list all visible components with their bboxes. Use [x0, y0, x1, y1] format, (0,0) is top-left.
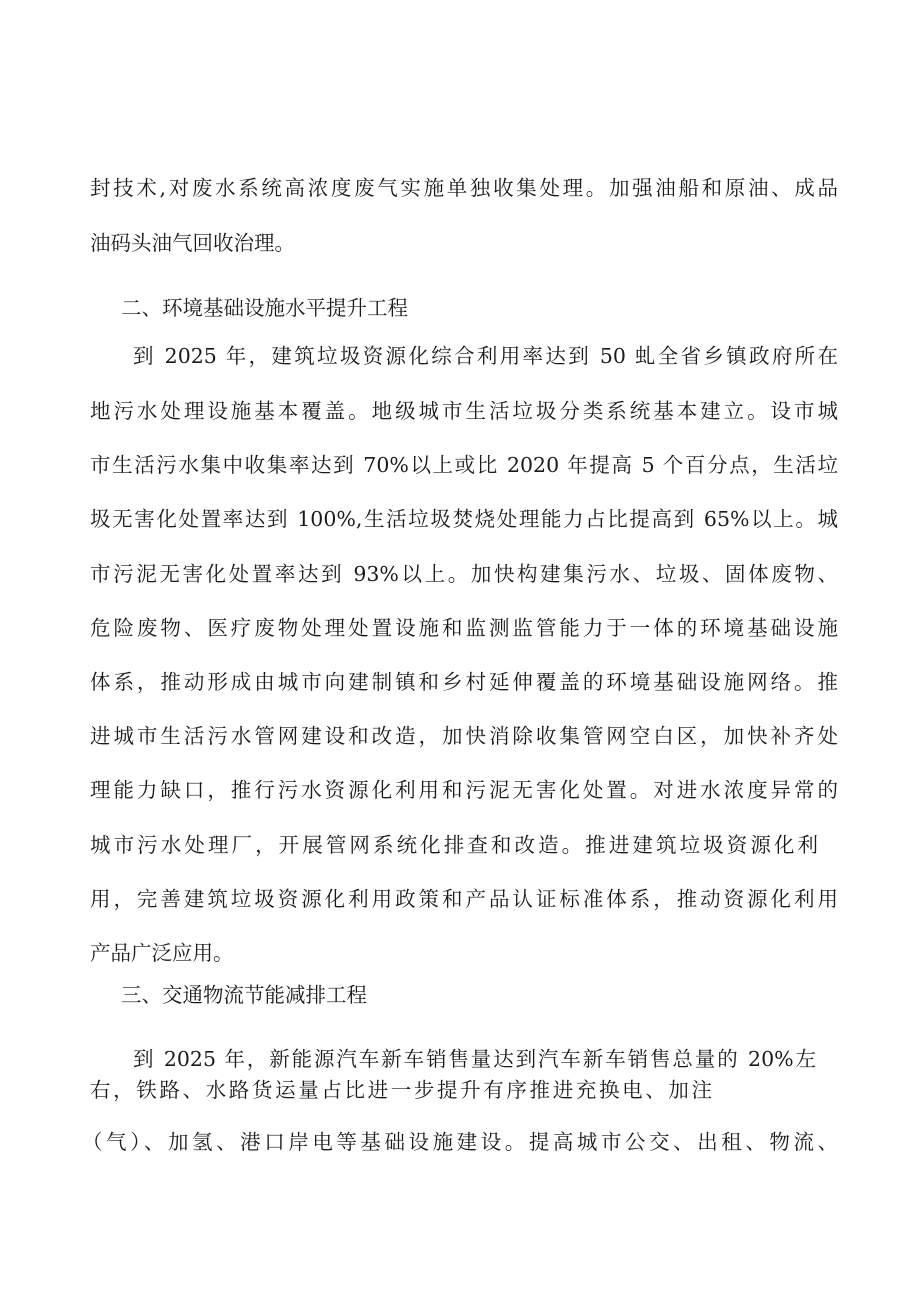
section-2-line-11: 用，完善建筑垃圾资源化利用政策和产品认证标准体系，推动资源化利用 — [90, 887, 838, 911]
section-2-line-2: 地污水处理设施基本覆盖。地级城市生活垃圾分类系统基本建立。设市城 — [90, 399, 838, 423]
section-2-line-1: 到 2025 年，建筑垃圾资源化综合利用率达到 50 虬全省乡镇政府所在 — [133, 344, 838, 368]
section-2-line-7: 体系，推动形成由城市向建制镇和乡村延伸覆盖的环境基础设施网络。推 — [90, 670, 838, 694]
section-3-line-1: 到 2025 年，新能源汽车新车销售量达到汽车新车销售总量的 20%左 — [133, 1047, 816, 1071]
section-2-line-6: 危险废物、医疗废物处理处置设施和监测监管能力于一体的环境基础设施 — [90, 616, 838, 640]
section-2-line-9: 理能力缺口，推行污水资源化利用和污泥无害化处置。对进水浓度异常的 — [90, 778, 838, 802]
section-3-heading: 三、交通物流节能减排工程 — [121, 983, 367, 1007]
section-3-line-3: （气）、加氢、港口岸电等基础设施建设。提高城市公交、出租、物流、 — [82, 1130, 838, 1154]
section-2-line-10: 城市污水处理厂，开展管网系统化排查和改造。推进建筑垃圾资源化利 — [90, 833, 818, 857]
section-3-line-2: 右，铁路、水路货运量占比进一步提升有序推进充换电、加注 — [90, 1078, 712, 1102]
intro-line-1: 封技术,对废水系统高浓度废气实施单独收集处理。加强油船和原油、成品 — [90, 176, 838, 200]
section-2-line-5: 市污泥无害化处置率达到 93%以上。加快构建集污水、垃圾、固体废物、 — [90, 562, 838, 586]
section-2-line-12: 产品广泛应用。 — [90, 941, 234, 965]
section-2-line-4: 圾无害化处置率达到 100%,生活垃圾焚烧处理能力占比提高到 65%以上。城 — [90, 507, 838, 531]
section-2-line-8: 进城市生活污水管网建设和改造，加快消除收集管网空白区，加快补齐处 — [90, 724, 838, 748]
section-2-line-3: 市生活污水集中收集率达到 70%以上或比 2020 年提高 5 个百分点，生活垃 — [90, 453, 838, 477]
section-2-heading: 二、环境基础设施水平提升工程 — [121, 296, 408, 320]
intro-line-2: 油码头油气回收治理。 — [90, 231, 295, 255]
